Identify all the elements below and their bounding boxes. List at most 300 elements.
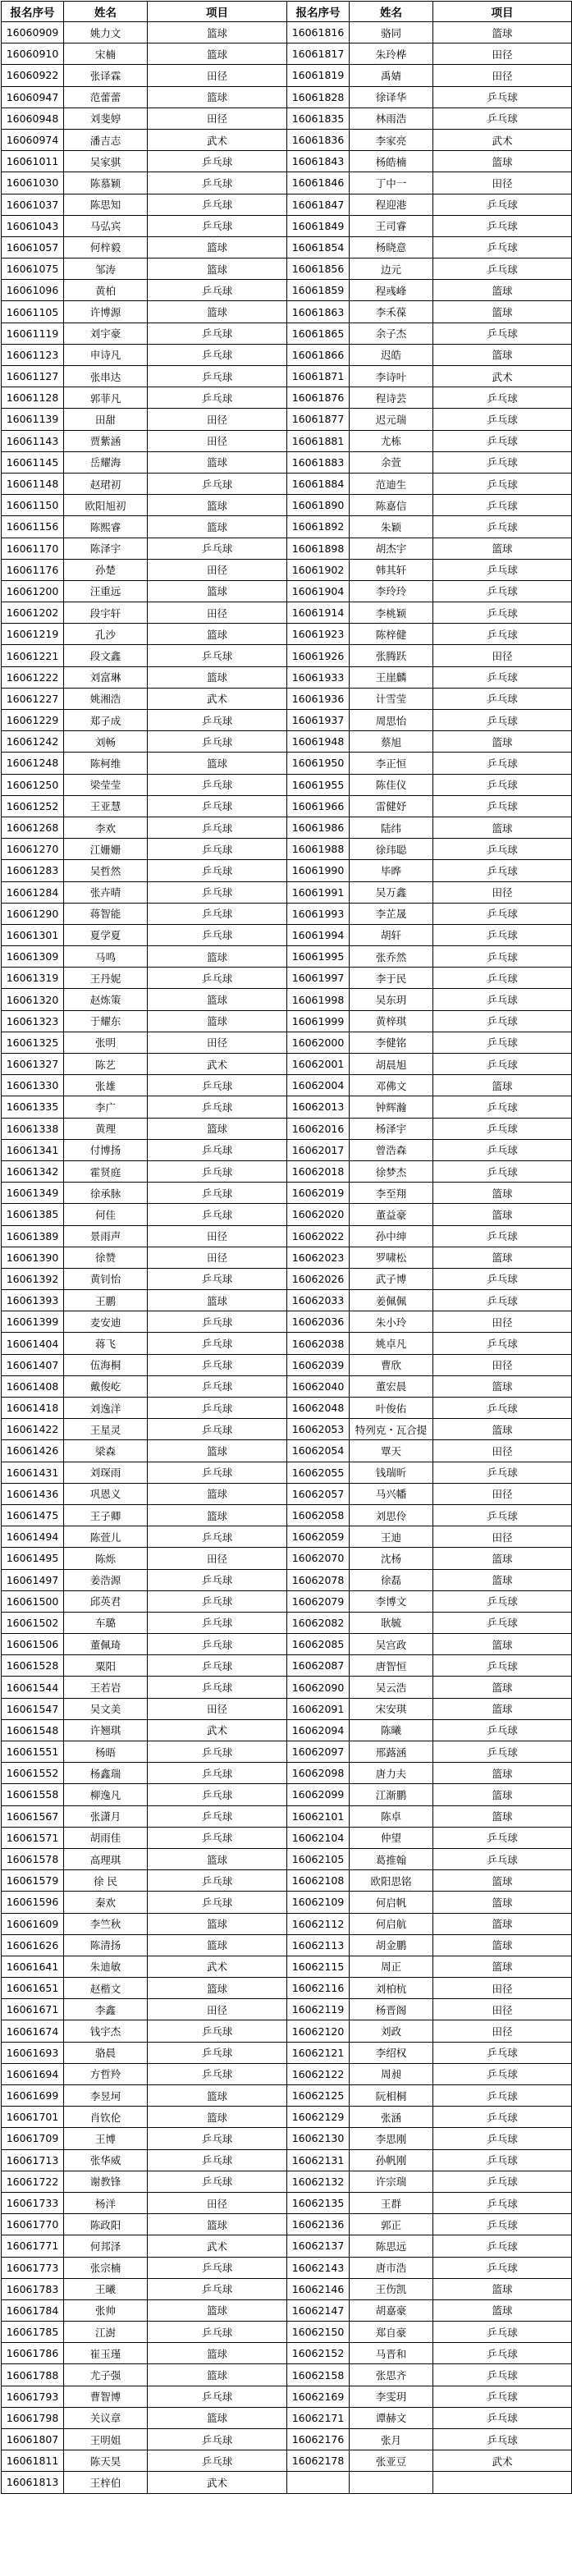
name-cell: 陈梓健 — [350, 624, 433, 645]
name-cell: 唐力夫 — [350, 1763, 433, 1784]
table-row — [2, 666, 572, 688]
registration-number-cell: 16061494 — [2, 1526, 64, 1548]
table-row — [2, 1398, 572, 1419]
event-cell: 乒乓球 — [433, 839, 572, 860]
registration-number-cell: 16061176 — [2, 559, 64, 580]
table-row — [2, 2235, 572, 2257]
event-cell: 乒乓球 — [148, 1655, 287, 1677]
event-cell: 乒乓球 — [148, 2128, 287, 2149]
event-cell: 乒乓球 — [433, 1333, 572, 1354]
event-cell: 乒乓球 — [433, 946, 572, 968]
table-row — [2, 580, 572, 602]
registration-number-cell: 16062087 — [287, 1655, 350, 1677]
name-cell: 李昱坷 — [64, 2085, 148, 2107]
name-cell: 霍贤庭 — [64, 1160, 148, 1182]
registration-number-cell: 16062016 — [287, 1118, 350, 1139]
registration-number-cell: 16061528 — [2, 1655, 64, 1677]
event-cell: 乒乓球 — [148, 1183, 287, 1204]
name-cell: 刘畅 — [64, 731, 148, 753]
event-cell: 乒乓球 — [148, 2429, 287, 2450]
table-row — [2, 2063, 572, 2084]
registration-number-cell: 16061139 — [2, 409, 64, 430]
registration-number-cell: 16062115 — [287, 1956, 350, 1977]
table-row — [2, 2299, 572, 2321]
event-cell: 田径 — [433, 172, 572, 194]
registration-number-cell: 16062018 — [287, 1160, 350, 1182]
table-row — [2, 1075, 572, 1096]
event-cell: 田径 — [433, 65, 572, 86]
table-row — [2, 1741, 572, 1763]
registration-number-cell: 16061948 — [287, 731, 350, 753]
event-cell: 乒乓球 — [433, 1741, 572, 1763]
registration-number-cell: 16061936 — [287, 688, 350, 709]
registration-number-cell: 16062122 — [287, 2063, 350, 2084]
event-cell: 篮球 — [433, 1805, 572, 1827]
table-row — [2, 774, 572, 795]
name-cell: 汪重远 — [64, 580, 148, 602]
event-cell: 乒乓球 — [433, 1462, 572, 1483]
registration-number-cell: 16062125 — [287, 2085, 350, 2107]
registration-number-cell: 16061389 — [2, 1225, 64, 1247]
registration-number-cell: 16062150 — [287, 2322, 350, 2343]
event-cell: 篮球 — [148, 301, 287, 323]
event-cell: 篮球 — [433, 1183, 572, 1204]
event-cell: 田径 — [148, 1247, 287, 1268]
registration-number-cell: 16061713 — [2, 2149, 64, 2171]
registration-number-cell: 16061497 — [2, 1569, 64, 1590]
name-cell — [350, 2472, 433, 2493]
name-cell: 岳耀海 — [64, 451, 148, 473]
name-cell: 刘宇豪 — [64, 323, 148, 344]
event-cell: 篮球 — [433, 1569, 572, 1590]
registration-number-cell: 16062130 — [287, 2128, 350, 2149]
event-cell: 田径 — [433, 1354, 572, 1375]
registration-number-cell: 16061325 — [2, 1032, 64, 1053]
name-cell: 徐 民 — [64, 1870, 148, 1892]
header-event: 项目 — [433, 2, 572, 22]
table-row — [2, 259, 572, 280]
name-cell: 沈杨 — [350, 1548, 433, 1569]
event-cell: 乒乓球 — [433, 1118, 572, 1139]
name-cell: 陈卓 — [350, 1805, 433, 1827]
registration-number-cell: 16061877 — [287, 409, 350, 430]
registration-number-cell: 16061341 — [2, 1139, 64, 1160]
name-cell: 何启帆 — [350, 1892, 433, 1913]
table-row — [2, 430, 572, 451]
event-cell: 乒乓球 — [148, 1268, 287, 1289]
name-cell: 何梓毅 — [64, 236, 148, 258]
event-cell: 乒乓球 — [433, 1010, 572, 1032]
registration-number-cell: 16061222 — [2, 666, 64, 688]
registration-number-cell: 16061892 — [287, 516, 350, 538]
name-cell: 麦安迪 — [64, 1311, 148, 1333]
event-cell: 篮球 — [148, 1848, 287, 1869]
registration-number-cell: 16061408 — [2, 1375, 64, 1397]
table-row — [2, 1311, 572, 1333]
registration-number-cell: 16061323 — [2, 1010, 64, 1032]
event-cell: 篮球 — [148, 580, 287, 602]
table-row — [2, 924, 572, 945]
name-cell: 宋安琪 — [350, 1698, 433, 1719]
registration-number-cell: 16061995 — [287, 946, 350, 968]
registration-number-cell: 16061966 — [287, 795, 350, 817]
event-cell: 武术 — [148, 1054, 287, 1075]
event-cell: 篮球 — [148, 1483, 287, 1504]
event-cell: 乒乓球 — [148, 151, 287, 172]
name-cell: 陈艺 — [64, 1054, 148, 1075]
event-cell: 乒乓球 — [148, 1805, 287, 1827]
name-cell: 许翘琪 — [64, 1719, 148, 1741]
name-cell: 董益豪 — [350, 1204, 433, 1225]
event-cell: 乒乓球 — [433, 1848, 572, 1869]
registration-number-cell: 16061385 — [2, 1204, 64, 1225]
registration-number-cell: 16061248 — [2, 753, 64, 774]
name-cell: 毕晔 — [350, 860, 433, 881]
event-cell: 乒乓球 — [433, 580, 572, 602]
name-cell: 吴宫政 — [350, 1634, 433, 1655]
name-cell: 李广 — [64, 1096, 148, 1118]
table-row — [2, 839, 572, 860]
registration-number-cell: 16062132 — [287, 2171, 350, 2192]
event-cell: 乒乓球 — [433, 387, 572, 409]
name-cell: 杨晓意 — [350, 236, 433, 258]
registration-number-cell: 16061771 — [2, 2235, 64, 2257]
registration-number-cell: 16062113 — [287, 1934, 350, 1956]
table-row — [2, 344, 572, 365]
name-cell: 刘逸洋 — [64, 1398, 148, 1419]
registration-number-cell: 16061342 — [2, 1160, 64, 1182]
registration-number-cell: 16061950 — [287, 753, 350, 774]
registration-number-cell: 16061709 — [2, 2128, 64, 2149]
name-cell: 迟元瑞 — [350, 409, 433, 430]
name-cell: 曹欣 — [350, 1354, 433, 1375]
table-row — [2, 1848, 572, 1869]
table-row — [2, 688, 572, 709]
name-cell: 姜佩佩 — [350, 1290, 433, 1311]
event-cell: 乒乓球 — [433, 2429, 572, 2450]
name-cell: 孔沙 — [64, 624, 148, 645]
name-cell: 王子卿 — [64, 1504, 148, 1526]
table-row — [2, 710, 572, 731]
event-cell: 乒乓球 — [148, 194, 287, 215]
table-row — [2, 968, 572, 989]
event-cell: 篮球 — [148, 2299, 287, 2321]
registration-number-cell: 16062000 — [287, 1032, 350, 1053]
table-header-row — [2, 2, 572, 22]
event-cell: 乒乓球 — [433, 1032, 572, 1053]
table-row — [2, 1247, 572, 1268]
table-row — [2, 1634, 572, 1655]
name-cell: 朱颖 — [350, 516, 433, 538]
table-row — [2, 1054, 572, 1075]
name-cell: 李芷晟 — [350, 903, 433, 924]
registration-number-cell: 16062053 — [287, 1419, 350, 1440]
event-cell: 乒乓球 — [148, 1375, 287, 1397]
name-cell: 姚力文 — [64, 22, 148, 43]
name-cell: 车璐 — [64, 1612, 148, 1633]
event-cell: 乒乓球 — [433, 1612, 572, 1633]
name-cell: 董佩琦 — [64, 1634, 148, 1655]
event-cell: 田径 — [433, 881, 572, 903]
registration-number-cell: 16062057 — [287, 1483, 350, 1504]
registration-number-cell: 16061813 — [2, 2472, 64, 2493]
table-row — [2, 172, 572, 194]
name-cell: 蒋智能 — [64, 903, 148, 924]
table-row — [2, 645, 572, 666]
event-cell: 乒乓球 — [433, 1504, 572, 1526]
registration-number-cell: 16061773 — [2, 2257, 64, 2278]
registration-number-cell: 16061301 — [2, 924, 64, 945]
registration-number-cell: 16061252 — [2, 795, 64, 817]
table-row — [2, 1698, 572, 1719]
event-cell: 乒乓球 — [433, 710, 572, 731]
registration-number-cell: 16061722 — [2, 2171, 64, 2192]
registration-number-cell: 16061846 — [287, 172, 350, 194]
registration-number-cell: 16062143 — [287, 2257, 350, 2278]
event-cell: 乒乓球 — [148, 1827, 287, 1848]
registration-number-cell: 16062119 — [287, 1999, 350, 2020]
event-cell: 篮球 — [148, 666, 287, 688]
event-cell: 篮球 — [148, 516, 287, 538]
event-cell: 乒乓球 — [433, 473, 572, 494]
name-cell: 杨皓楠 — [350, 151, 433, 172]
name-cell: 邢蕗涵 — [350, 1741, 433, 1763]
registration-number-cell: 16061807 — [2, 2429, 64, 2450]
name-cell: 吴云浩 — [350, 1677, 433, 1698]
name-cell: 粟阳 — [64, 1655, 148, 1677]
registration-number-cell: 16060909 — [2, 22, 64, 43]
registration-number-cell: 16061270 — [2, 839, 64, 860]
table-row — [2, 387, 572, 409]
registration-number-cell: 16061991 — [287, 881, 350, 903]
table-row — [2, 1462, 572, 1483]
table-row — [2, 624, 572, 645]
name-cell: 李至翔 — [350, 1183, 433, 1204]
event-cell: 乒乓球 — [148, 1677, 287, 1698]
name-cell: 李禾葆 — [350, 301, 433, 323]
table-row — [2, 1913, 572, 1934]
registration-number-cell: 16061863 — [287, 301, 350, 323]
registration-number-cell: 16062120 — [287, 2020, 350, 2042]
name-cell: 张卉晴 — [64, 881, 148, 903]
event-cell: 乒乓球 — [433, 2407, 572, 2428]
event-cell: 篮球 — [148, 259, 287, 280]
registration-number-cell: 16061547 — [2, 1698, 64, 1719]
event-cell: 田径 — [148, 1999, 287, 2020]
name-cell: 周昶 — [350, 2063, 433, 2084]
name-cell: 徐承脉 — [64, 1183, 148, 1204]
table-row — [2, 2149, 572, 2171]
table-row — [2, 538, 572, 559]
event-cell: 篮球 — [148, 1010, 287, 1032]
event-cell: 乒乓球 — [148, 344, 287, 365]
registration-number-cell: 16061200 — [2, 580, 64, 602]
name-cell: 杨晋阁 — [350, 1999, 433, 2020]
event-cell: 乒乓球 — [148, 1784, 287, 1805]
name-cell: 李博文 — [350, 1590, 433, 1612]
event-cell: 篮球 — [433, 344, 572, 365]
registration-number-cell: 16061997 — [287, 968, 350, 989]
table-row — [2, 2322, 572, 2343]
event-cell: 乒乓球 — [433, 903, 572, 924]
event-cell: 乒乓球 — [433, 194, 572, 215]
table-row — [2, 1677, 572, 1698]
registration-number-cell: 16061788 — [2, 2364, 64, 2386]
name-cell: 田甜 — [64, 409, 148, 430]
registration-number-cell: 16062058 — [287, 1504, 350, 1526]
event-cell: 篮球 — [433, 301, 572, 323]
event-cell: 篮球 — [148, 1290, 287, 1311]
name-cell: 王亚慧 — [64, 795, 148, 817]
table-row — [2, 366, 572, 387]
table-row — [2, 1526, 572, 1548]
registration-number-cell: 16062131 — [287, 2149, 350, 2171]
registration-number-cell: 16061914 — [287, 602, 350, 624]
name-cell: 张乔然 — [350, 946, 433, 968]
name-cell: 杨泽宇 — [350, 1118, 433, 1139]
table-row — [2, 1784, 572, 1805]
table-row — [2, 2107, 572, 2128]
name-cell: 李桃颖 — [350, 602, 433, 624]
registration-number-cell: 16061890 — [287, 495, 350, 516]
event-cell: 乒乓球 — [148, 2257, 287, 2278]
name-cell: 李诗叶 — [350, 366, 433, 387]
registration-number-cell: 16061105 — [2, 301, 64, 323]
name-cell: 黄理 — [64, 1118, 148, 1139]
table-row — [2, 2364, 572, 2386]
table-row — [2, 1612, 572, 1633]
event-cell: 篮球 — [148, 989, 287, 1010]
name-cell: 夏学夏 — [64, 924, 148, 945]
event-cell: 篮球 — [433, 1075, 572, 1096]
name-cell: 赵珺初 — [64, 473, 148, 494]
table-row — [2, 1440, 572, 1462]
table-row — [2, 1870, 572, 1892]
registration-number-cell: 16061475 — [2, 1504, 64, 1526]
name-cell: 崔玉瑾 — [64, 2343, 148, 2364]
event-cell: 乒乓球 — [433, 2364, 572, 2386]
table-row — [2, 881, 572, 903]
event-cell: 篮球 — [148, 1934, 287, 1956]
table-row — [2, 1160, 572, 1182]
name-cell: 李玲玲 — [350, 580, 433, 602]
event-cell: 乒乓球 — [148, 387, 287, 409]
name-cell: 张明 — [64, 1032, 148, 1053]
table-row — [2, 1333, 572, 1354]
registration-number-cell: 16061884 — [287, 473, 350, 494]
name-cell: 陆纬 — [350, 817, 433, 838]
name-cell: 胡杰宇 — [350, 538, 433, 559]
name-cell: 叶俊佑 — [350, 1398, 433, 1419]
registration-number-cell: 16061626 — [2, 1934, 64, 1956]
event-cell: 乒乓球 — [148, 1526, 287, 1548]
name-cell: 陈政阳 — [64, 2214, 148, 2235]
registration-number-cell: 16061043 — [2, 215, 64, 236]
event-cell: 武术 — [148, 688, 287, 709]
name-cell: 王鹏 — [64, 1290, 148, 1311]
event-cell: 乒乓球 — [433, 2386, 572, 2407]
name-cell: 余萱 — [350, 451, 433, 473]
event-cell: 乒乓球 — [148, 280, 287, 301]
registration-number-cell: 16061904 — [287, 580, 350, 602]
registration-number-cell: 16061881 — [287, 430, 350, 451]
registration-number-cell: 16061283 — [2, 860, 64, 881]
name-cell: 雷健妤 — [350, 795, 433, 817]
event-cell: 乒乓球 — [433, 1655, 572, 1677]
event-cell: 乒乓球 — [148, 1311, 287, 1333]
table-row — [2, 2407, 572, 2428]
registration-number-cell: 16061859 — [287, 280, 350, 301]
event-cell: 乒乓球 — [433, 2128, 572, 2149]
event-cell: 乒乓球 — [433, 495, 572, 516]
event-cell: 乒乓球 — [433, 602, 572, 624]
registration-number-cell: 16062022 — [287, 1225, 350, 1247]
name-cell: 陈曦 — [350, 1719, 433, 1741]
event-cell: 田径 — [148, 559, 287, 580]
event-cell — [433, 2472, 572, 2493]
event-cell: 篮球 — [148, 1978, 287, 1999]
registration-number-cell: 16062040 — [287, 1375, 350, 1397]
table-row — [2, 1118, 572, 1139]
name-cell: 贾紫涵 — [64, 430, 148, 451]
registration-number-cell: 16061933 — [287, 666, 350, 688]
name-cell: 李思刚 — [350, 2128, 433, 2149]
name-cell: 徐赞 — [64, 1247, 148, 1268]
table-row — [2, 1419, 572, 1440]
name-cell: 曹智博 — [64, 2386, 148, 2407]
table-row — [2, 2085, 572, 2107]
registration-number-cell: 16061096 — [2, 280, 64, 301]
table-row — [2, 2214, 572, 2235]
table-row — [2, 1032, 572, 1053]
name-cell: 唐市浩 — [350, 2257, 433, 2278]
event-cell: 武术 — [148, 1956, 287, 1977]
registration-number-cell: 16062085 — [287, 1634, 350, 1655]
registration-number-cell: 16062059 — [287, 1526, 350, 1548]
registration-number-cell: 16062171 — [287, 2407, 350, 2428]
event-cell: 乒乓球 — [148, 172, 287, 194]
name-cell: 尤栋 — [350, 430, 433, 451]
table-row — [2, 301, 572, 323]
name-cell: 杨洋 — [64, 2192, 148, 2213]
registration-number-cell: 16062036 — [287, 1311, 350, 1333]
event-cell: 篮球 — [148, 1913, 287, 1934]
registration-number-cell: 16061843 — [287, 151, 350, 172]
registration-number-cell: 16061609 — [2, 1913, 64, 1934]
registration-number-cell: 16061816 — [287, 22, 350, 43]
event-cell: 乒乓球 — [433, 409, 572, 430]
event-cell: 乒乓球 — [148, 1569, 287, 1590]
event-cell: 乒乓球 — [433, 860, 572, 881]
name-cell: 吴文美 — [64, 1698, 148, 1719]
registration-number-cell: 16061552 — [2, 1763, 64, 1784]
event-cell: 篮球 — [433, 1419, 572, 1440]
registration-number-cell: 16061811 — [2, 2450, 64, 2472]
registration-number-cell: 16061578 — [2, 1848, 64, 1869]
registration-number-cell: 16061551 — [2, 1741, 64, 1763]
event-cell: 田径 — [148, 65, 287, 86]
registration-number-cell: 16062020 — [287, 1204, 350, 1225]
registration-number-cell: 16061290 — [2, 903, 64, 924]
table-row — [2, 1139, 572, 1160]
name-cell: 刘政 — [350, 2020, 433, 2042]
name-cell: 秦欢 — [64, 1892, 148, 1913]
registration-number-cell: 16062023 — [287, 1247, 350, 1268]
name-cell: 王若岩 — [64, 1677, 148, 1698]
event-cell: 乒乓球 — [433, 215, 572, 236]
name-cell: 谢教锋 — [64, 2171, 148, 2192]
registration-number-cell: 16061506 — [2, 1634, 64, 1655]
